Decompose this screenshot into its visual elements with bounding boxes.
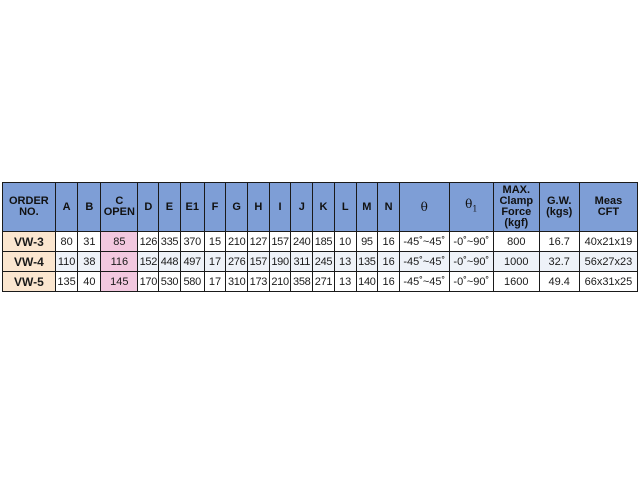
- cell-max-clamp-force: 1600: [494, 272, 540, 292]
- cell-e: 335: [159, 232, 181, 252]
- spec-table: [2, 182, 638, 292]
- cell-e1: 497: [180, 252, 204, 272]
- col-header-n: N: [378, 183, 400, 232]
- cell-j: 311: [291, 252, 313, 272]
- cell-i: 157: [269, 232, 291, 252]
- cell-j: 240: [291, 232, 313, 252]
- cell-a: 80: [55, 232, 78, 252]
- cell-theta: -45˚~45˚: [399, 232, 449, 252]
- cell-order-no: VW-3: [3, 232, 56, 252]
- cell-l: 13: [334, 252, 356, 272]
- cell-g: 276: [226, 252, 248, 272]
- cell-gw: 32.7: [539, 252, 579, 272]
- col-header-meas: Meas CFT: [579, 183, 637, 232]
- cell-d: 152: [138, 252, 159, 272]
- cell-gw: 16.7: [539, 232, 579, 252]
- cell-theta: -45˚~45˚: [399, 252, 449, 272]
- col-header-d: D: [138, 183, 159, 232]
- cell-h: 173: [248, 272, 270, 292]
- cell-max-clamp-force: 800: [494, 232, 540, 252]
- cell-g: 210: [226, 232, 248, 252]
- col-header-g: G: [226, 183, 248, 232]
- cell-f: 17: [204, 252, 226, 272]
- theta1-subscript: 1: [472, 204, 478, 214]
- cell-a: 135: [55, 272, 78, 292]
- col-header-theta1: [449, 183, 493, 232]
- col-header-k: K: [313, 183, 335, 232]
- col-header-b: B: [78, 183, 101, 232]
- cell-m: 140: [356, 272, 378, 292]
- table-row: [3, 232, 638, 252]
- col-header-gw: G.W. (kgs): [539, 183, 579, 232]
- cell-theta1: -0˚~90˚: [449, 272, 493, 292]
- cell-order-no: VW-5: [3, 272, 56, 292]
- cell-d: 126: [138, 232, 159, 252]
- col-header-l: L: [334, 183, 356, 232]
- table-row: [3, 272, 638, 292]
- cell-meas: 56x27x23: [579, 252, 637, 272]
- cell-n: 16: [378, 232, 400, 252]
- cell-g: 310: [226, 272, 248, 292]
- cell-max-clamp-force: 1000: [494, 252, 540, 272]
- cell-j: 358: [291, 272, 313, 292]
- table-body: [3, 232, 638, 292]
- cell-m: 95: [356, 232, 378, 252]
- cell-d: 170: [138, 272, 159, 292]
- cell-n: 16: [378, 252, 400, 272]
- col-header-c-open: C OPEN: [101, 183, 138, 232]
- col-header-f: F: [204, 183, 226, 232]
- cell-theta1: -0˚~90˚: [449, 232, 493, 252]
- cell-e: 448: [159, 252, 181, 272]
- col-header-a: A: [55, 183, 78, 232]
- col-header-j: J: [291, 183, 313, 232]
- col-header-theta: θ: [399, 183, 449, 232]
- cell-l: 13: [334, 272, 356, 292]
- header-row: [3, 183, 638, 232]
- col-header-e: E: [159, 183, 181, 232]
- cell-a: 110: [55, 252, 78, 272]
- cell-l: 10: [334, 232, 356, 252]
- col-header-e1: E1: [180, 183, 204, 232]
- cell-c-open: 116: [101, 252, 138, 272]
- cell-theta1: -0˚~90˚: [449, 252, 493, 272]
- cell-e: 530: [159, 272, 181, 292]
- cell-c-open: 145: [101, 272, 138, 292]
- cell-k: 245: [313, 252, 335, 272]
- theta1-symbol: θ: [465, 197, 473, 212]
- cell-order-no: VW-4: [3, 252, 56, 272]
- col-header-max-clamp-force: MAX. Clamp Force (kgf): [494, 183, 540, 232]
- cell-e1: 580: [180, 272, 204, 292]
- col-header-m: M: [356, 183, 378, 232]
- table-header: [3, 183, 638, 232]
- cell-c-open: 85: [101, 232, 138, 252]
- cell-k: 185: [313, 232, 335, 252]
- cell-f: 15: [204, 232, 226, 252]
- cell-f: 17: [204, 272, 226, 292]
- cell-e1: 370: [180, 232, 204, 252]
- col-header-i: I: [269, 183, 291, 232]
- cell-k: 271: [313, 272, 335, 292]
- cell-m: 135: [356, 252, 378, 272]
- cell-meas: 40x21x19: [579, 232, 637, 252]
- table-row: [3, 252, 638, 272]
- col-header-order-no: ORDER NO.: [3, 183, 56, 232]
- col-header-h: H: [248, 183, 270, 232]
- cell-b: 40: [78, 272, 101, 292]
- cell-b: 31: [78, 232, 101, 252]
- cell-h: 127: [248, 232, 270, 252]
- cell-gw: 49.4: [539, 272, 579, 292]
- cell-h: 157: [248, 252, 270, 272]
- cell-b: 38: [78, 252, 101, 272]
- cell-i: 190: [269, 252, 291, 272]
- cell-n: 16: [378, 272, 400, 292]
- cell-i: 210: [269, 272, 291, 292]
- cell-meas: 66x31x25: [579, 272, 637, 292]
- cell-theta: -45˚~45˚: [399, 272, 449, 292]
